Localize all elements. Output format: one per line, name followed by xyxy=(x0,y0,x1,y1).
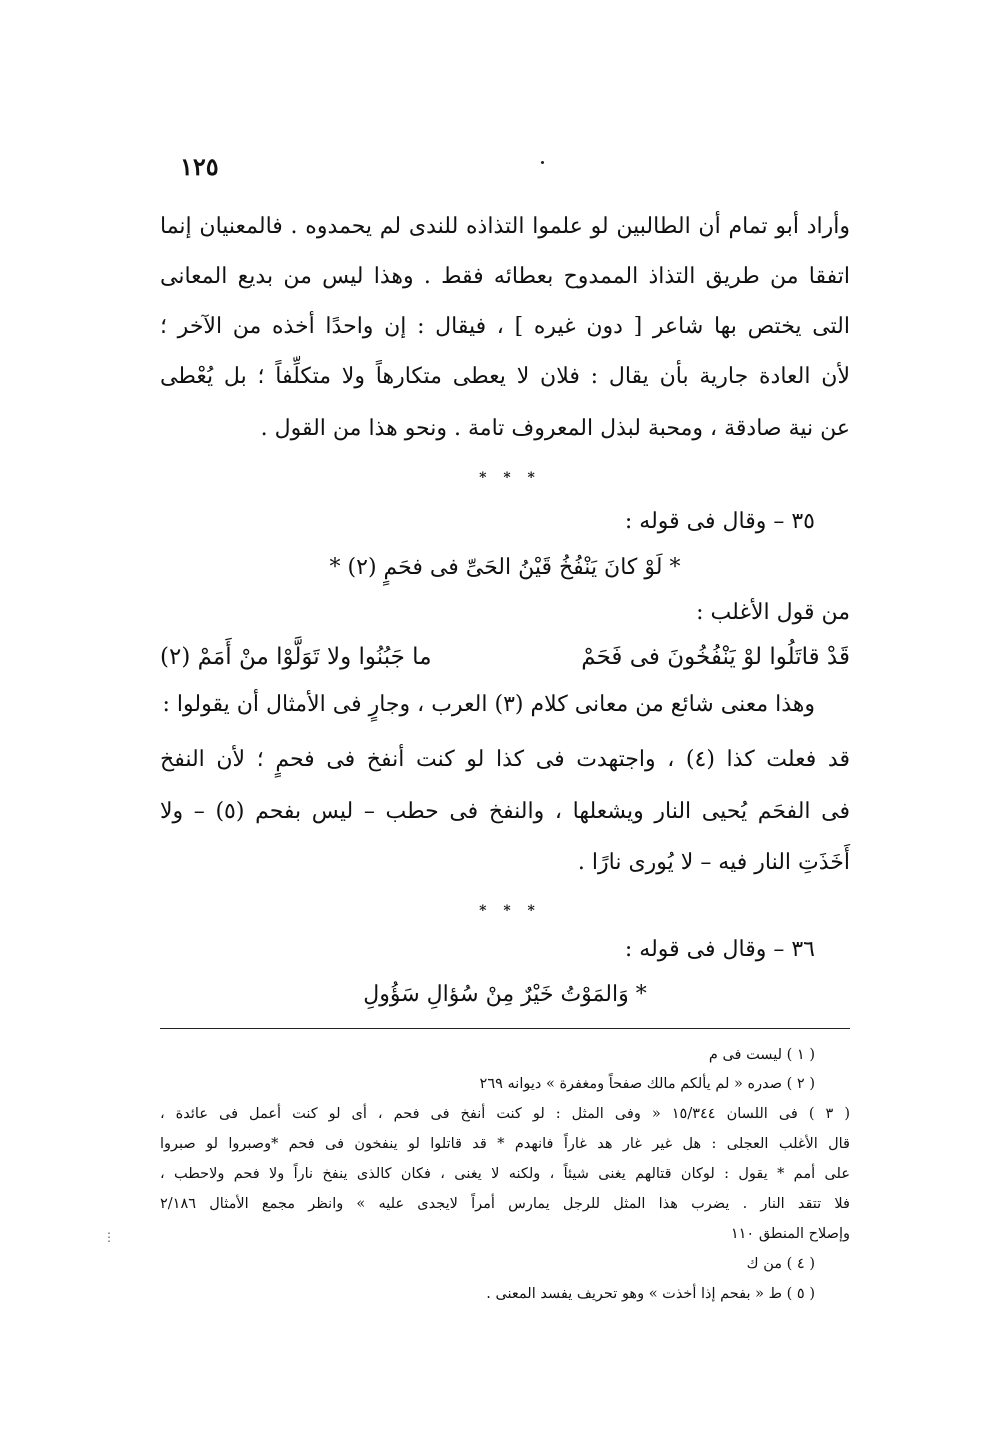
paragraph-line: قد فعلت كذا (٤) ، واجتهدت فى كذا لو كنت أنفخ فى فحمٍ ؛ لأن النفخ xyxy=(160,747,850,772)
scan-dot-mark xyxy=(541,161,544,164)
paragraph-line: فى الفحَم يُحيى النار ويشعلها ، والنفخ فى حطب – ليس بفحم (٥) – ولا xyxy=(160,799,850,824)
scan-stray-mark: ⋮ xyxy=(103,1230,115,1244)
paragraph-line: عن نية صادقة ، ومحبة لبذل المعروف تامة . ونحو هذا من القول . xyxy=(260,416,850,441)
verse-35-second-hemistich: ما جَبُنُوا ولا تَوَلَّوْا منْ أَمَمْ (٢) xyxy=(160,644,432,670)
paragraph-line: التى يختص بها شاعر [ دون غيره ] ، فيقال : إن واحدًا أخذه من الآخر ؛ xyxy=(160,314,850,339)
footnote-3-continuation: قال الأغلب العجلى : هل غير غار هد غاراً فانهدم * قد قاتلوا لو ينفخون فى فحم *وصبروا لو صبروا xyxy=(160,1136,850,1152)
verse-35-first-hemistich: قَدْ قاتَلُوا لوْ يَنْفُخُونَ فى فَحَمْ xyxy=(581,644,850,670)
section-35-heading: ٣٥ – وقال فى قوله : xyxy=(624,509,815,534)
paragraph-line: وهذا معنى شائع من معانى كلام (٣) العرب ، وجارٍ فى الأمثال أن يقولوا : xyxy=(162,692,815,717)
footnote-3: ( ٣ ) فى اللسان ١٥/٣٤٤ « وفى المثل : لو كنت أنفخ فى فحم ، أى لو كنت أعمل فى عائدة ، xyxy=(160,1106,850,1122)
section-divider-stars: * * * xyxy=(479,903,541,919)
section-36-quote: * وَالمَوْتُ خَيْرٌ مِنْ سُؤالِ سَؤُولِ xyxy=(363,982,647,1007)
footnote-1: ( ١ ) ليست فى م xyxy=(708,1047,815,1063)
footnote-2: ( ٢ ) صدره « لم يألكم مالك صفحاً ومغفرة » ديوانه ٢٦٩ xyxy=(479,1076,815,1092)
paragraph-line: لأن العادة جارية بأن يقال : فلان لا يعطى متكارهاً ولا متكلِّفاً ؛ بل يُعْطى xyxy=(160,364,850,389)
footnote-separator xyxy=(160,1028,850,1029)
section-35-quote: * لَوْ كانَ يَنْفُخُ قَيْنُ الحَىِّ فى فحَمٍ (٢) * xyxy=(329,555,681,580)
footnote-4: ( ٤ ) من ك xyxy=(746,1256,815,1272)
paragraph-line: اتفقا من طريق التذاذ الممدوح بعطائه فقط . وهذا ليس من بديع المعانى xyxy=(160,264,850,289)
page-number: ١٢٥ xyxy=(180,152,219,181)
paragraph-line: وأراد أبو تمام أن الطالبين لو علموا التذاذه للندى لم يحمدوه . فالمعنيان إنما xyxy=(160,214,850,239)
section-35-source: من قول الأغلب : xyxy=(696,600,850,625)
footnote-3-continuation: فلا تتقد النار . يضرب هذا المثل للرجل يمارس أمراً لايجدى عليه » وانظر مجمع الأمثال ٢/١٨٦ xyxy=(160,1196,850,1212)
section-36-heading: ٣٦ – وقال فى قوله : xyxy=(624,937,815,962)
footnote-5: ( ٥ ) ط « بفحم إذا أخذت » وهو تحريف يفسد المعنى . xyxy=(486,1286,815,1302)
footnote-3-continuation: على أمم * يقول : لوكان قتالهم يغنى شيئاً ، ولكنه لا يغنى ، فكان كالذى ينفخ ناراً ولا فحم ولاحطب ، xyxy=(160,1166,850,1182)
footnote-3-continuation: وإصلاح المنطق ١١٠ xyxy=(730,1226,850,1242)
paragraph-line: أَخَذَتِ النار فيه – لا يُورى نارًا . xyxy=(577,850,850,875)
verse-35 xyxy=(160,642,850,672)
section-divider-stars: * * * xyxy=(479,470,541,486)
